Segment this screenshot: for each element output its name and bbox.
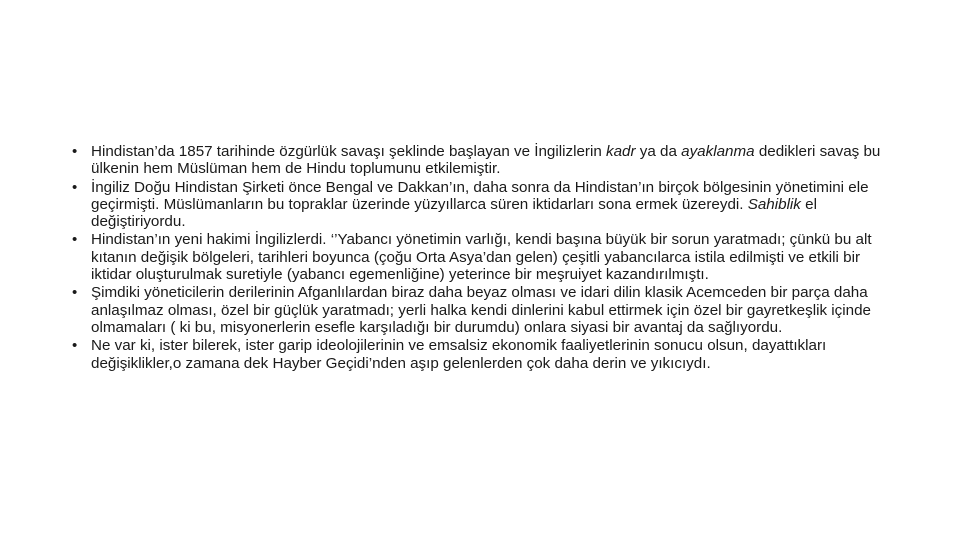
bullet-dot-icon: • [72, 178, 78, 196]
bullet-item-5 [72, 337, 892, 372]
bullet-dot-icon: • [72, 284, 78, 302]
bullet-text: İngiliz Doğu Hindistan Şirketi önce Bengal ve Dakkan’ın, daha sonra da Hindistan’ın birçok bölgesinin yönetimini ele geçirmişti. Müslümanların bu topraklar üzerinde yüzyıllarca süren iktidarları sona ermek üzereydi. [91, 178, 869, 213]
bullet-italic-term: kadr [606, 143, 636, 160]
bullet-italic-term: Sahiblik [747, 195, 801, 213]
bullet-italic-term: ayaklanma [681, 143, 755, 160]
bullet-text: Hindistan’da 1857 tarihinde özgürlük savaşı şeklinde başlayan ve İngilizlerin [91, 143, 606, 160]
bullet-item-3 [72, 231, 892, 283]
bullet-dot-icon: • [72, 231, 78, 249]
bullet-list [72, 143, 892, 373]
bullet-text: Ne var ki, ister bilerek, ister garip ideolojilerinin ve emsalsiz ekonomik faaliyetlerinin sonucu olsun, dayattıkları değişiklikler,o zamana dek Hayber Geçidi’nden aşıp gelenlerden çok daha derin ve yıkıcıydı. [91, 337, 827, 372]
bullet-dot-icon: • [72, 143, 78, 160]
bullet-text: ya da [635, 143, 682, 160]
bullet-item-1 [72, 143, 892, 178]
bullet-text: Hindistan’ın yeni hakimi İngilizlerdi. ‘’Yabancı yönetimin varlığı, kendi başına büyük bir sorun yaratmadı; çünkü bu alt kıtanın değişik bölgeleri, tarihleri boyunca (çoğu Orta Asya’dan gelen) çeşitli yabancılarca istila edilmişti ve etkili bir iktidar oluşturulmak suretiyle (yabancı egemenliğine) yeterince bir meşruiyet kazandırılmıştı. [91, 231, 872, 284]
bullet-item-4 [72, 284, 892, 336]
bullet-text: Şimdiki yöneticilerin derilerinin Afganlılardan biraz daha beyaz olması ve idari dilin klasik Acemceden bir parça daha anlaşılmaz olması, özel bir güçlük yaratmadı; yerli halka kendi dinlerini kabul ettirmek için özel bir gayretkeşlik içinde olmamaları ( ki bu, misyonerlerin esefle karşıladığı bir durumdu) onlara siyasi bir avantaj da sağlıyordu. [91, 284, 871, 336]
bullet-item-2 [72, 179, 892, 231]
bullet-dot-icon: • [72, 337, 78, 355]
bullet-text: dedikleri savaş bu ülkenin hem Müslüman hem de Hindu toplumunu etkilemiştir. [91, 143, 881, 178]
bullet-text: el değiştiriyordu. [91, 195, 817, 231]
